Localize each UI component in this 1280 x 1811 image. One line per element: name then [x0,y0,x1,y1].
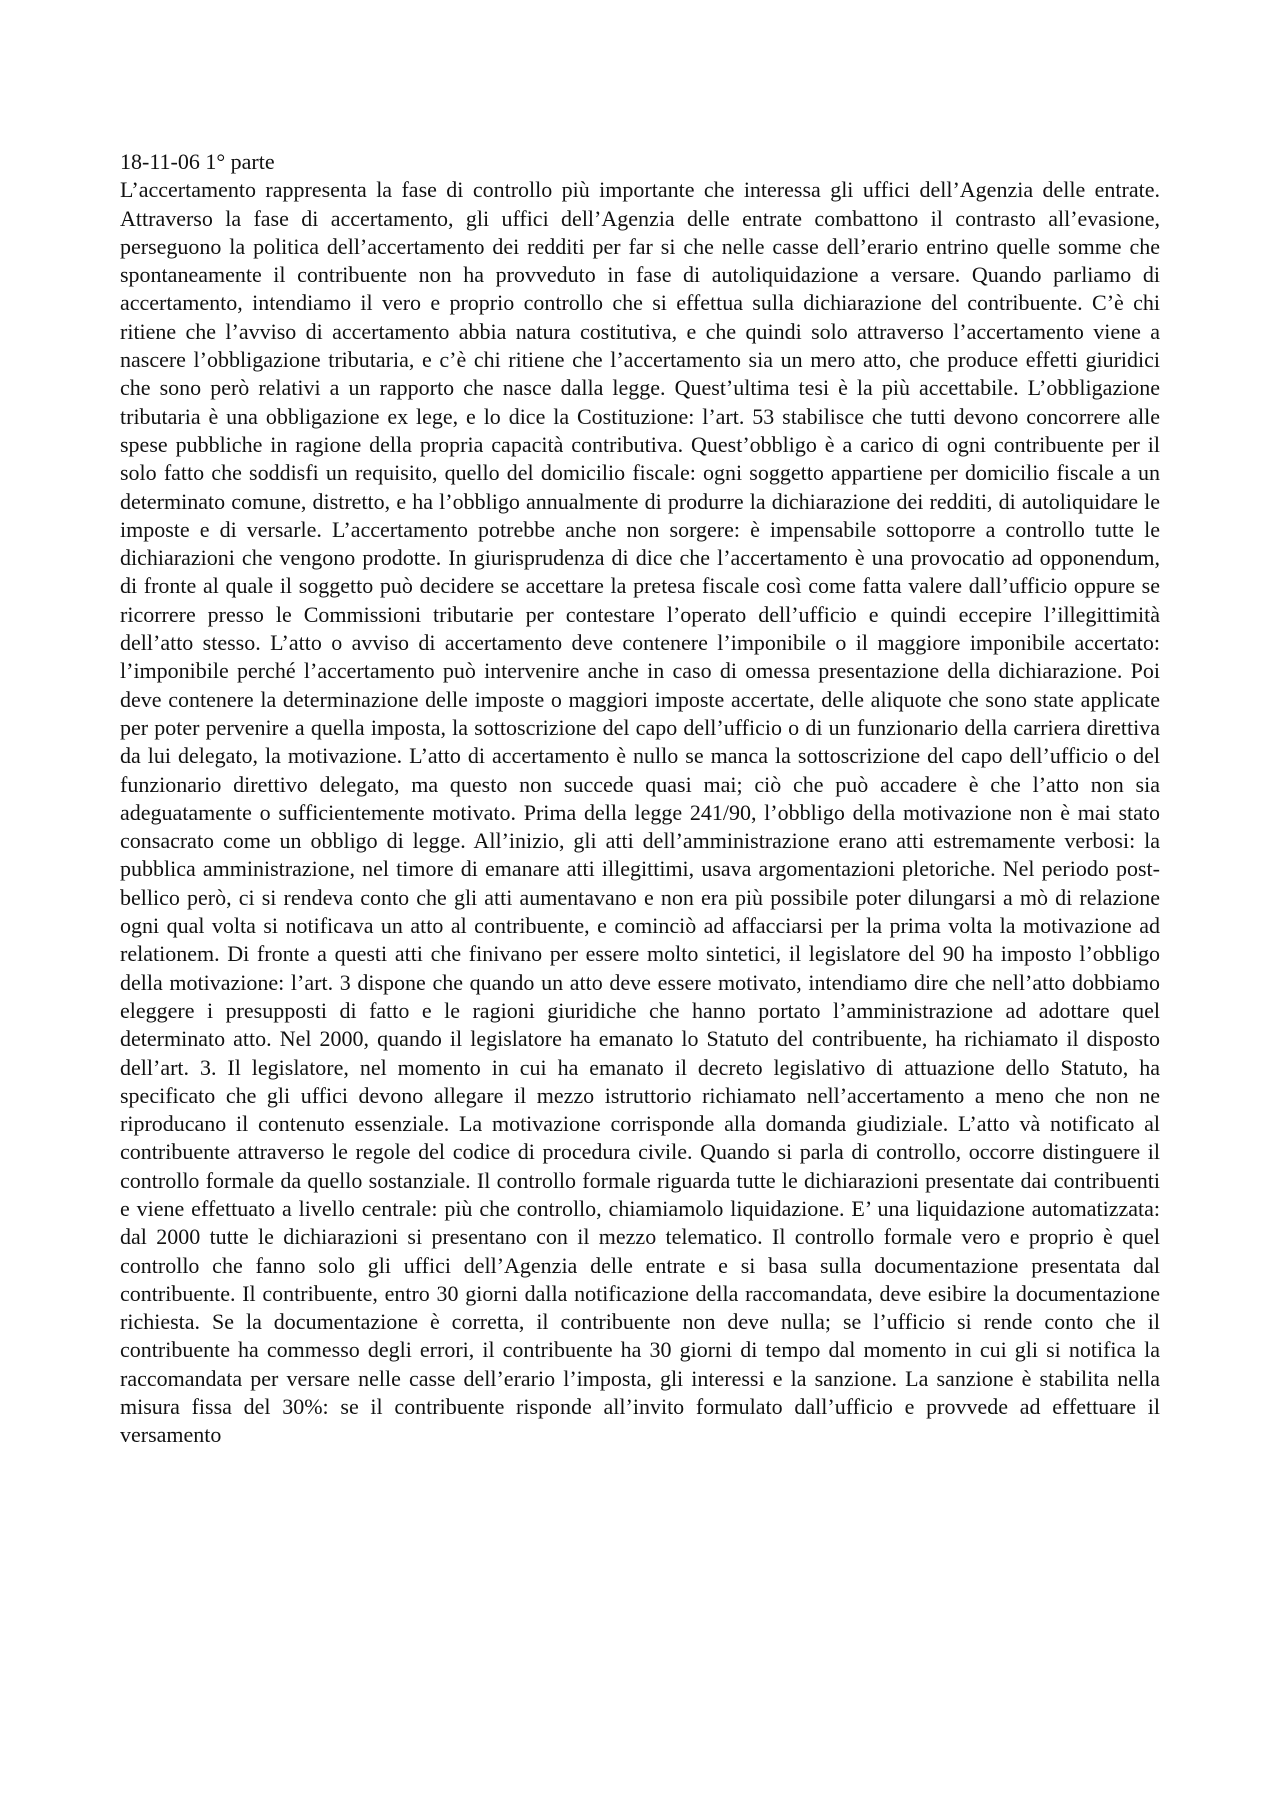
document-body-paragraph: L’accertamento rappresenta la fase di controllo più importante che interessa gli uffici dell’Agenzia delle entrate. Attraverso la fase di accertamento, gli uffici dell’Agenzia delle entrate combattono il contrasto all’evasione, perseguono la politica dell’accertamento dei redditi per far si che nelle casse dell’erario entrino quelle somme che spontaneamente il contribuente non ha provveduto in fase di autoliquidazione a versare. Quando parliamo di accertamento, intendiamo il vero e proprio controllo che si effettua sulla dichiarazione del contribuente. C’è chi ritiene che l’avviso di accertamento abbia natura costitutiva, e che quindi solo attraverso l’accertamento viene a nascere l’obbligazione tributaria, e c’è chi ritiene che l’accertamento sia un mero atto, che produce effetti giuridici che sono però relativi a un rapporto che nasce dalla legge. Quest’ultima tesi è la più accettabile. L’obbligazione tributaria è una obbligazione ex lege, e lo dice la Costituzione: l’art. 53 stabilisce che tutti devono concorrere alle spese pubbliche in ragione della propria capacità contributiva. Quest’obbligo è a carico di ogni contribuente per il solo fatto che soddisfi un requisito, quello del domicilio fiscale: ogni soggetto appartiene per domicilio fiscale a un determinato comune, distretto, e ha l’obbligo annualmente di produrre la dichiarazione dei redditi, di autoliquidare le imposte e di versarle. L’accertamento potrebbe anche non sorgere: è impensabile sottoporre a controllo tutte le dichiarazioni che vengono prodotte. In giurisprudenza di dice che l’accertamento è una provocatio ad opponendum, di fronte al quale il soggetto può decidere se accettare la pretesa fiscale così come fatta valere dall’ufficio oppure se ricorrere presso le Commissioni tributarie per contestare l’operato dell’ufficio e quindi eccepire l’illegittimità dell’atto stesso. L’atto o avviso di accertamento deve contenere l’imponibile o il maggiore imponibile accertato: l’imponibile perché l’accertamento può intervenire anche in caso di omessa presentazione della dichiarazione. Poi deve contenere la determinazione delle imposte o maggiori imposte accertate, delle aliquote che sono state applicate per poter pervenire a quella imposta, la sottoscrizione del capo dell’ufficio o di un funzionario della carriera direttiva da lui delegato, la motivazione. L’atto di accertamento è nullo se manca la sottoscrizione del capo dell’ufficio o del funzionario direttivo delegato, ma questo non succede quasi mai; ciò che può accadere è che l’atto non sia adeguatamente o sufficientemente motivato. Prima della legge 241/90, l’obbligo della motivazione non è mai stato consacrato come un obbligo di legge. All’inizio, gli atti dell’amministrazione erano atti estremamente verbosi: la pubblica amministrazione, nel timore di emanare atti illegittimi, usava argomentazioni pletoriche. Nel periodo post-bellico però, ci si rendeva conto che gli atti aumentavano e non era più possibile poter dilungarsi a mò di relazione ogni qual volta si notificava un atto al contribuente, e cominciò ad affacciarsi per la prima volta la motivazione ad relationem. Di fronte a questi atti che finivano per essere molto sintetici, il legislatore del 90 ha imposto l’obbligo della motivazione: l’art. 3 dispone che quando un atto deve essere motivato, intendiamo dire che nell’atto dobbiamo eleggere i presupposti di fatto e le ragioni giuridiche che hanno portato l’amministrazione ad adottare quel determinato atto. Nel 2000, quando il legislatore ha emanato lo Statuto del contribuente, ha richiamato il disposto dell’art. 3. Il legislatore, nel momento in cui ha emanato il decreto legislativo di attuazione dello Statuto, ha specificato che gli uffici devono allegare il mezzo istruttorio richiamato nell’accertamento a meno che non ne riproducano il contenuto essenziale. La motivazione corrisponde alla domanda giudiziale. L’atto và notificato al contribuente attraverso le regole del codice di procedura civile. Quando si parla di controllo, occorre distinguere il controllo formale da quello sostanziale. Il controllo formale riguarda tutte le dichiarazioni presentate dai contribuenti e viene effettuato a livello centrale: più che controllo, chiamiamolo liquidazione. E’ una liquidazione automatizzata: dal 2000 tutte le dichiarazioni si presentano con il mezzo telematico. Il controllo formale vero e proprio è quel controllo che fanno solo gli uffici dell’Agenzia delle entrate e si basa sulla documentazione presentata dal contribuente. Il contribuente, entro 30 giorni dalla notificazione della raccomandata, deve esibire la documentazione richiesta. Se la documentazione è corretta, il contribuente non deve nulla; se l’ufficio si rende conto che il contribuente ha commesso degli errori, il contribuente ha 30 giorni di tempo dal momento in cui gli si notifica la raccomandata per versare nelle casse dell’erario l’imposta, gli interessi e la sanzione. La sanzione è stabilita nella misura fissa del 30%: se il contribuente risponde all’invito formulato dall’ufficio e provvede ad effettuare il versamento [120,177,1160,1448]
document-page [120,148,1160,1450]
document-date-heading: 18-11-06 1° parte [120,149,275,174]
